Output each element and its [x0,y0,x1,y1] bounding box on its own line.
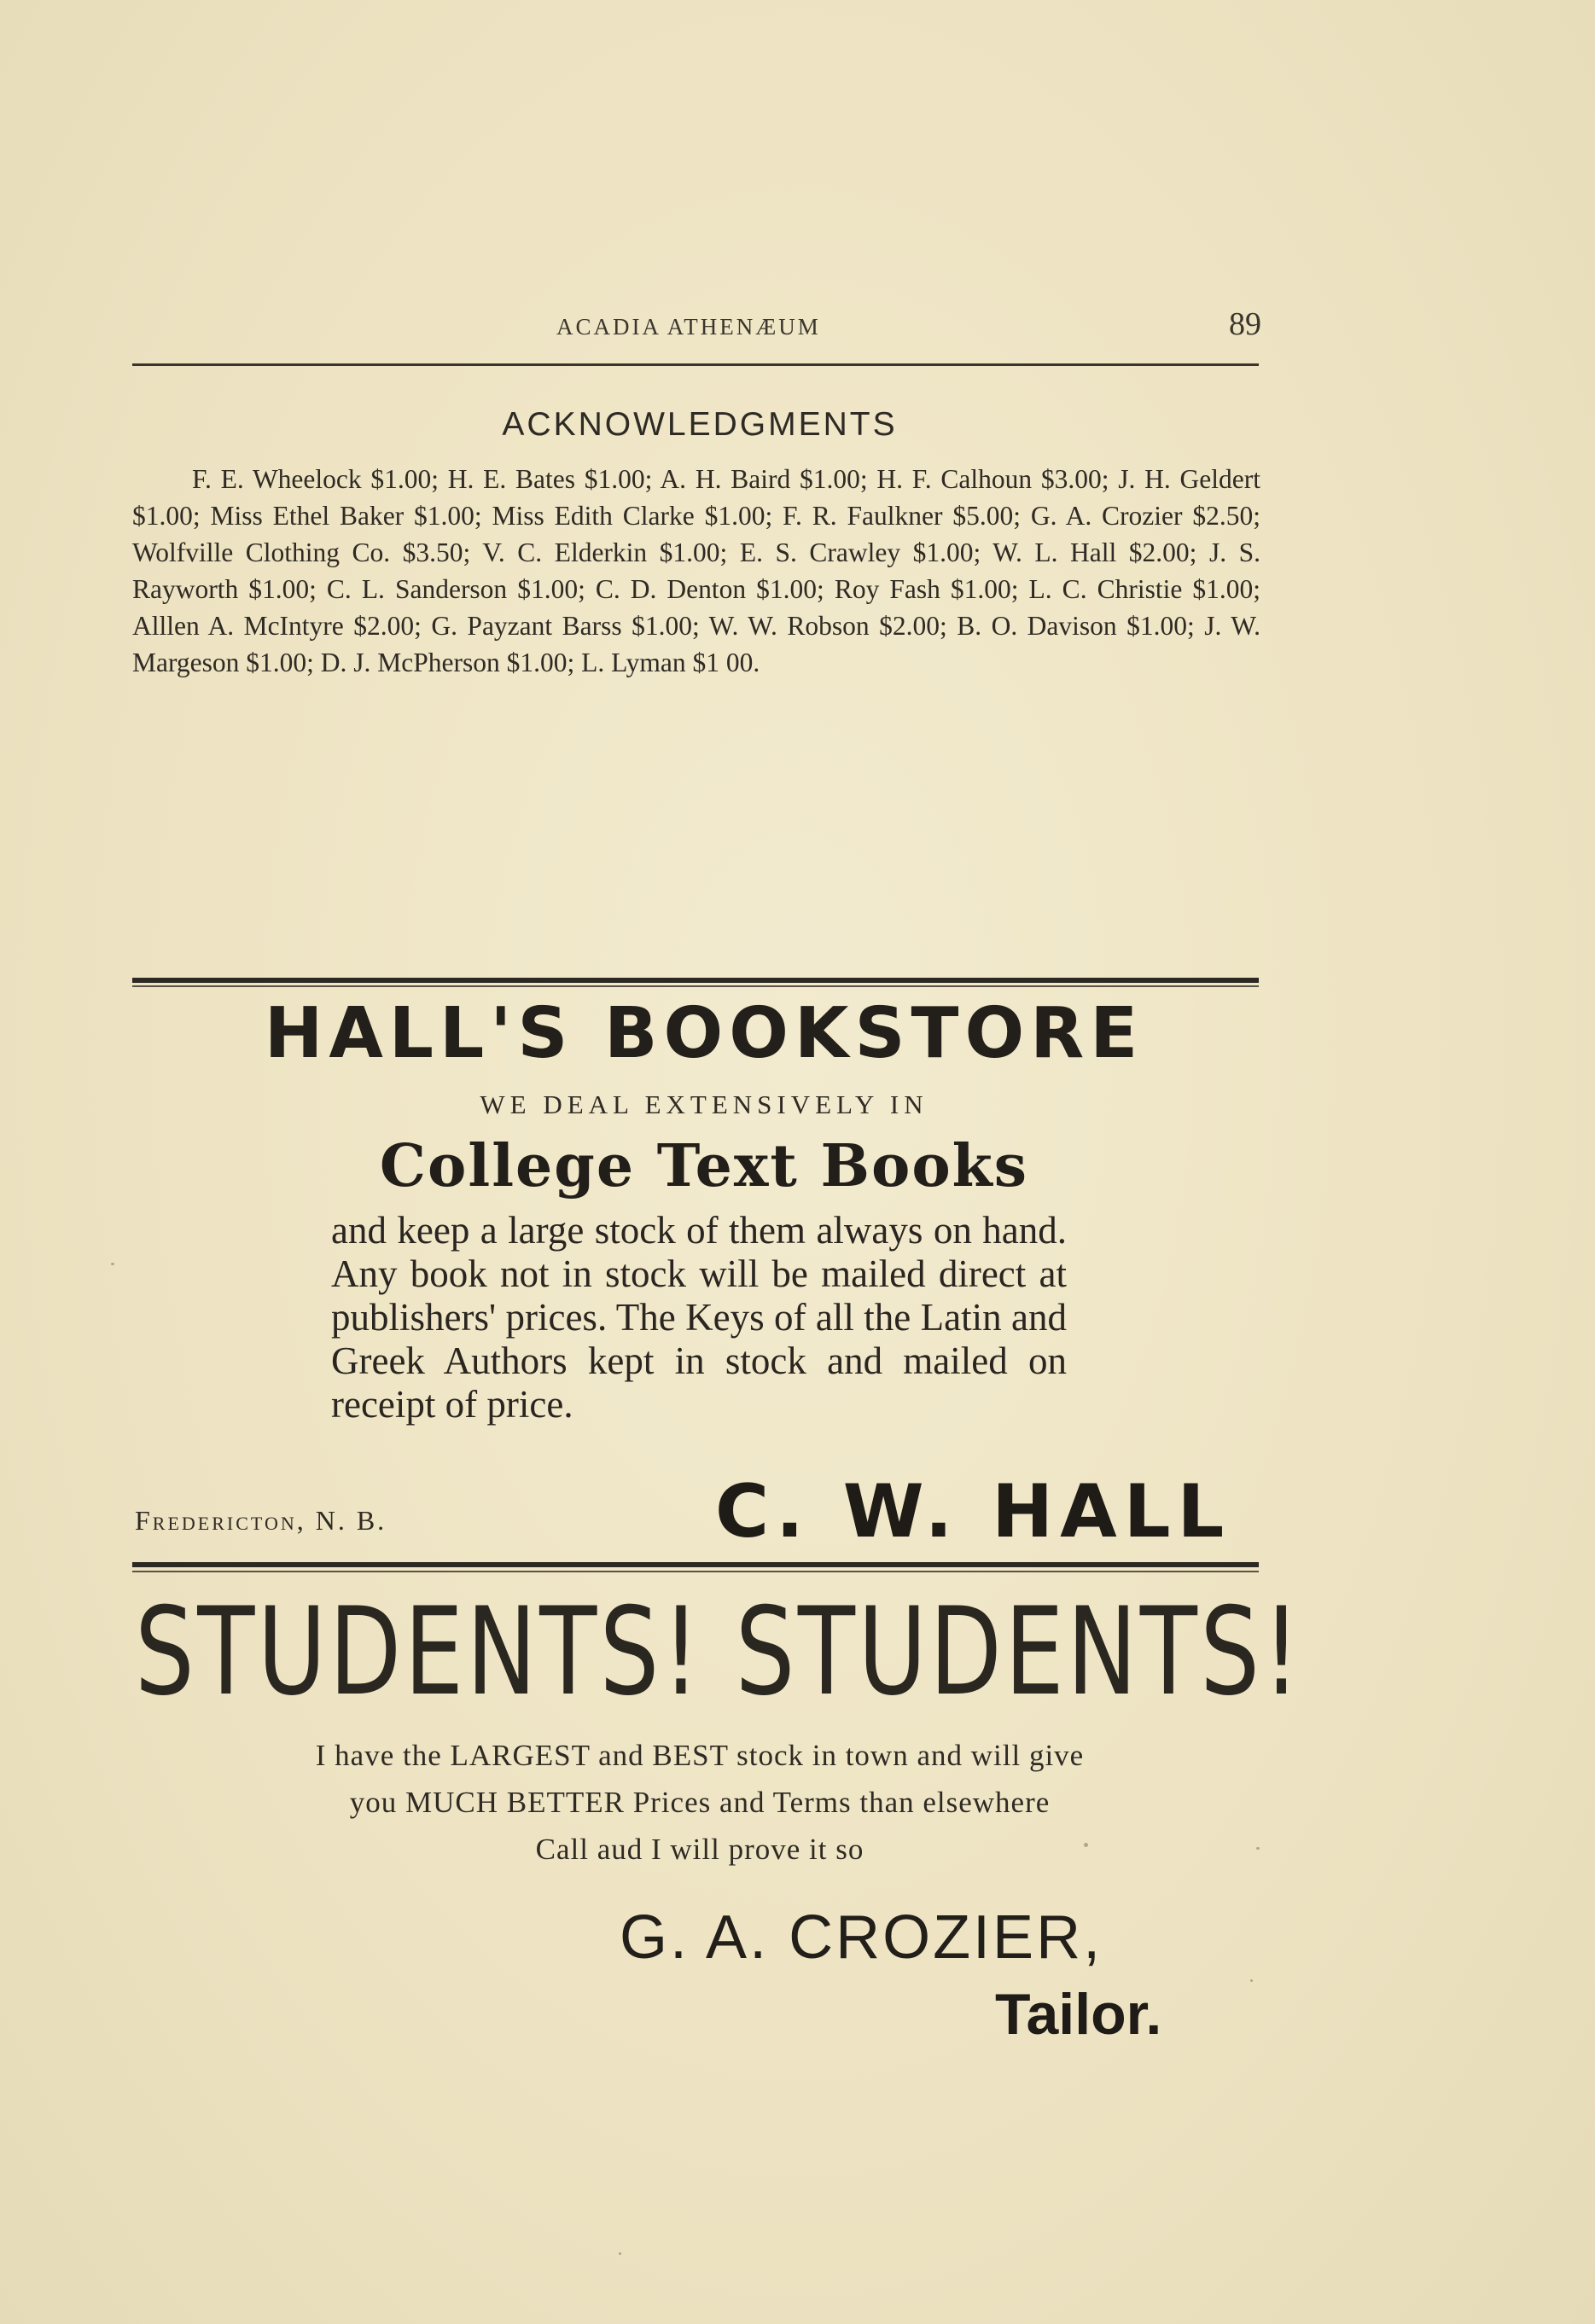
bookstore-ad-bottom-rule-thin [132,1571,1259,1572]
tailor-name: G. A. CROZIER, [620,1903,1103,1972]
bookstore-proprietor: C. W. HALL [715,1469,1231,1554]
tailor-ad-line: Call aud I will prove it so [535,1833,864,1866]
acknowledgments-body: F. E. Wheelock $1.00; H. E. Bates $1.00; A. H. Baird $1.00; H. F. Calhoun $3.00; J. H. Geldert $1.00; Miss Ethel Baker $1.00; Miss Edith Clarke $1.00; F. R. Faulkner $5.00; G. A. Crozier $2.50; Wolfville Clothing Co. $3.50; V. C. Elderkin $1.00; E. S. Crawley $1.00; W. L. Hall $2.00; J. S. Rayworth $1.00; C. L. Sanderson $1.00; C. D. Denton $1.00; Roy Fash $1.00; L. C. Christie $1.00; Alllen A. McIntyre $2.00; G. Payzant Barss $1.00; W. W. Robson $2.00; B. O. Davison $1.00; J. W. Margeson $1.00; D. J. McPherson $1.00; L. Lyman $1 00. [132,464,1260,677]
paper-speck [1084,1843,1088,1847]
bookstore-ad-bottom-rule [132,1562,1259,1567]
paper-speck [1250,1979,1253,1982]
bookstore-title: HALL'S BOOKSTORE [264,993,1144,1074]
header-rule [132,363,1259,366]
bookstore-body: and keep a large stock of them always on hand. Any book not in stock will be mailed direct at publishers' prices. The Keys of all the Latin and Greek Authors kept in stock and mailed on receipt of price. [331,1209,1067,1426]
running-head: ACADIA ATHENÆUM [556,314,821,340]
tailor-ad-headline: STUDENTS! STUDENTS! [135,1582,1303,1723]
page-number: 89 [1229,306,1261,342]
tailor-ad-line: you MUCH BETTER Prices and Terms than elsewhere [349,1786,1051,1819]
bookstore-ad-top-rule-thin [132,985,1259,987]
bookstore-specialty: College Text Books [379,1132,1029,1200]
tailor-ad-line: I have the LARGEST and BEST stock in town and will give [315,1739,1085,1772]
paper-speck [111,1263,114,1265]
paper-speck [1256,1847,1260,1850]
tailor-trade: Tailor. [995,1982,1162,2047]
paper-speck [619,2252,621,2255]
bookstore-ad-top-rule [132,978,1259,983]
acknowledgments-heading: ACKNOWLEDGMENTS [502,406,898,443]
bookstore-location: Fredericton, N. B. [135,1505,387,1536]
bookstore-deal-line: WE DEAL EXTENSIVELY IN [480,1089,928,1119]
